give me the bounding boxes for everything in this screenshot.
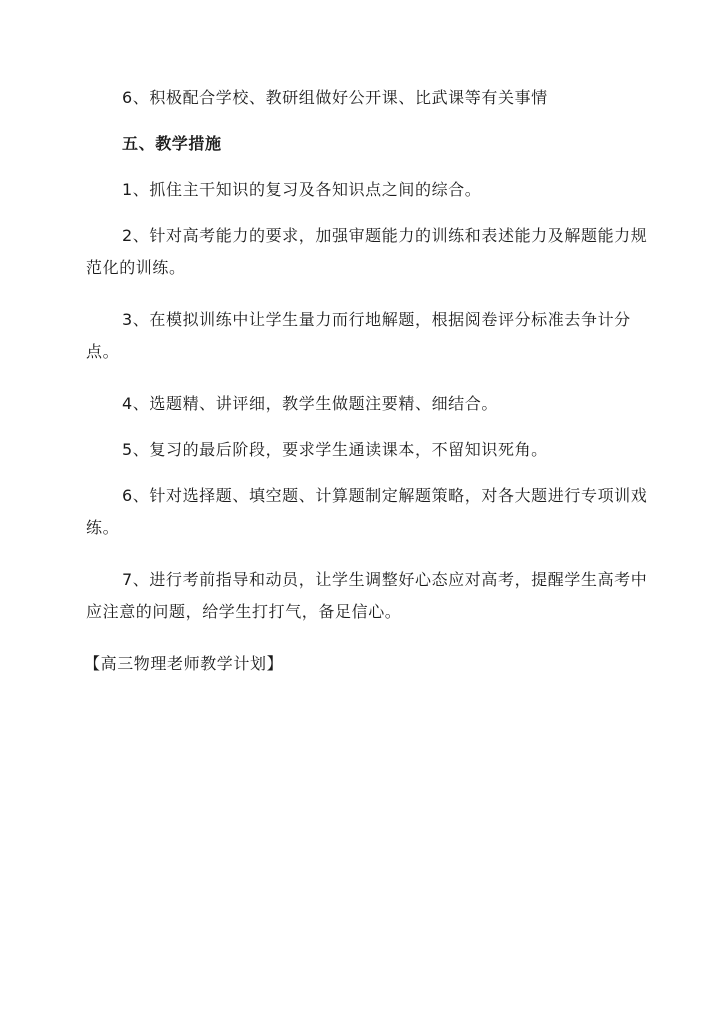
measure-item-7: 7、进行考前指导和动员，让学生调整好心态应对高考，提醒学生高考中应注意的问题，给学生打打气，备足信心。	[86, 570, 648, 621]
section-heading-teaching-measures: 五、教学措施	[122, 134, 222, 153]
measure-item-3: 3、在模拟训练中让学生量力而行地解题，根据阅卷评分标准去争计分点。	[86, 310, 631, 361]
measure-item-1: 1、抓住主干知识的复习及各知识点之间的综合。	[122, 180, 482, 199]
measure-item-2: 2、针对高考能力的要求，加强审题能力的训练和表述能力及解题能力规范化的训练。	[86, 226, 648, 277]
next-section-title: 【高三物理老师教学计划】	[84, 654, 284, 673]
measure-item-4: 4、选题精、讲评细，教学生做题注要精、细结合。	[122, 394, 498, 413]
measure-item-6: 6、针对选择题、填空题、计算题制定解题策略，对各大题进行专项训戏练。	[86, 486, 648, 537]
measure-item-5: 5、复习的最后阶段，要求学生通读课本，不留知识死角。	[122, 440, 548, 459]
paragraph-item-6-cooperation: 6、积极配合学校、教研组做好公开课、比武课等有关事情	[122, 88, 548, 107]
